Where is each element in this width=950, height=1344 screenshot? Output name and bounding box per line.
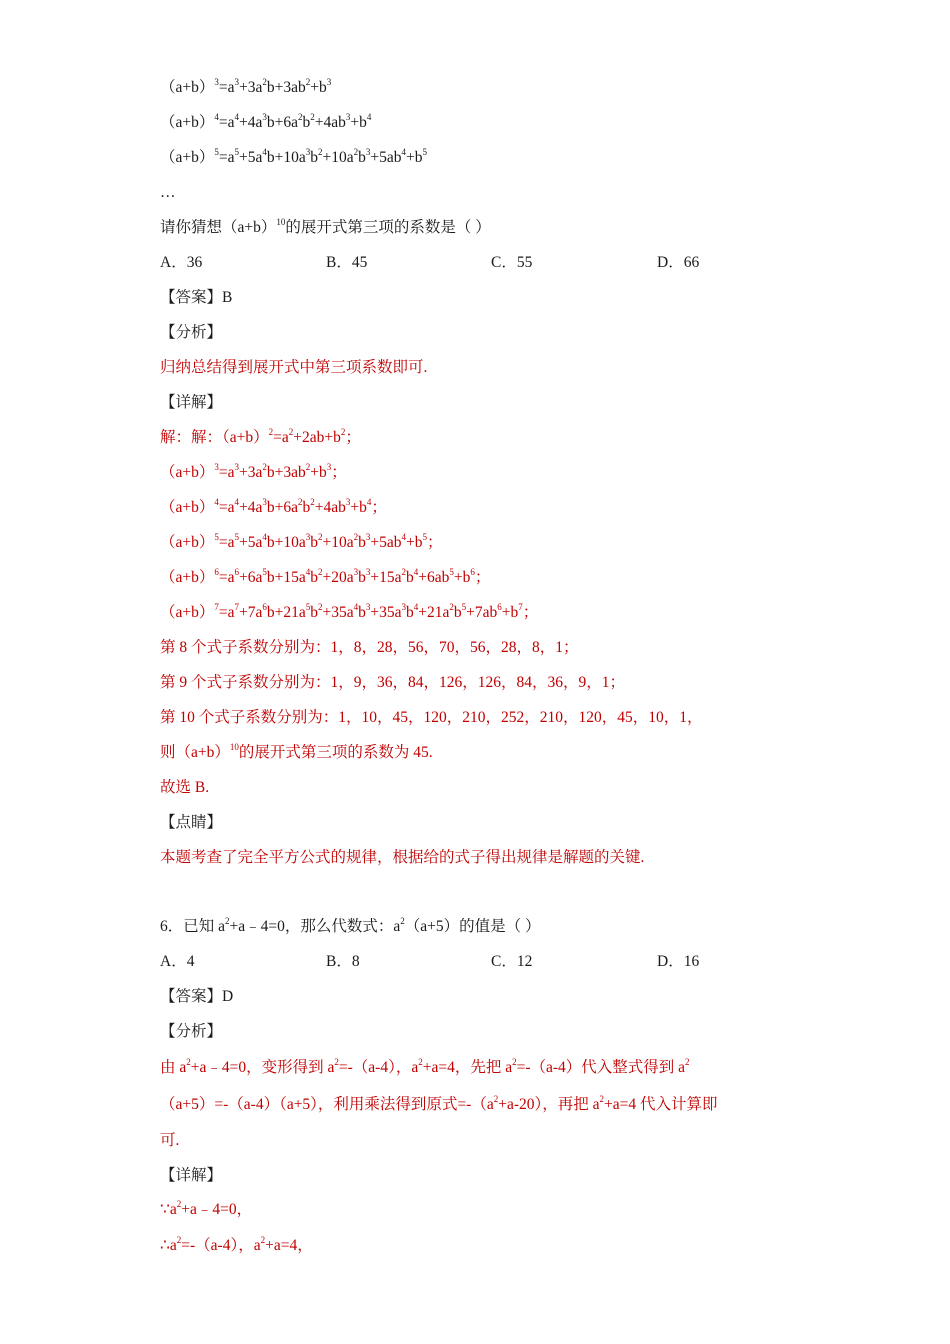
superscript: 3 xyxy=(262,497,267,507)
q5-expansion-line-3: $(a+b)^3=a^3+3a^2b+3ab^2+b^3$ xyxy=(160,77,332,96)
superscript: 3 xyxy=(234,77,239,87)
superscript: 5 xyxy=(422,147,427,157)
superscript: 7 xyxy=(214,602,219,612)
superscript: 7 xyxy=(234,602,239,612)
superscript: 7 xyxy=(518,602,523,612)
q5-detail-line: 解：解：$(a+b)^2=a^2+2ab+b^2$； xyxy=(160,427,361,446)
q6-detail-line: $\because a^2+a﹣4=0$， xyxy=(160,1199,253,1218)
q5-expansion-line-5: $(a+b)^5=a^5+5a^4b+10a^3b^2+10a^2b^3+5ab^4+b^5$ xyxy=(160,147,427,166)
superscript: 2 xyxy=(685,1057,690,1067)
q5-option-a: A．36 xyxy=(160,254,203,271)
superscript: 6 xyxy=(470,567,475,577)
superscript: 2 xyxy=(186,1057,191,1067)
superscript: 4 xyxy=(353,602,359,612)
superscript: 2 xyxy=(449,602,454,612)
superscript: 3 xyxy=(305,532,311,542)
superscript: 3 xyxy=(305,147,311,157)
superscript: 2 xyxy=(176,1199,182,1209)
superscript: 3 xyxy=(214,462,219,472)
superscript: 2 xyxy=(318,532,323,542)
superscript: 5 xyxy=(214,147,219,157)
q5-detail-line: 第 9 个式子系数分别为：1，9，36，84，126，126，84，36，9，1； xyxy=(160,674,626,691)
superscript: 2 xyxy=(262,77,267,87)
superscript: 2 xyxy=(318,147,323,157)
q5-comment-heading: 【点睛】 xyxy=(160,814,223,831)
superscript: 2 xyxy=(334,1057,339,1067)
superscript: 3 xyxy=(365,147,371,157)
superscript: 2 xyxy=(298,112,303,122)
superscript: 2 xyxy=(353,147,359,157)
q5-comment-text: 本题考查了完全平方公式的规律，根据给的式子得出规律是解题的关键. xyxy=(160,849,645,866)
superscript: 4 xyxy=(214,112,219,122)
q5-detail-heading: 【详解】 xyxy=(160,394,223,411)
q6-option-c: C．12 xyxy=(491,953,533,970)
superscript: 3 xyxy=(262,112,267,122)
superscript: 4 xyxy=(366,497,372,507)
superscript: 2 xyxy=(340,427,346,437)
superscript: 2 xyxy=(353,532,359,542)
q5-expansion-line-4: $(a+b)^4=a^4+4a^3b+6a^2b^2+4ab^3+b^4$ xyxy=(160,112,372,131)
superscript: 4 xyxy=(401,532,406,542)
superscript: 2 xyxy=(310,112,315,122)
superscript: 2 xyxy=(318,567,323,577)
superscript: 4 xyxy=(366,112,372,122)
q5-detail-line: $(a+b)^7=a^7+7a^6b+21a^5b^2+35a^4b^3+35a^3b^4+21a^2b^5+7ab^6+b^7$； xyxy=(160,602,539,621)
q5-option-c: C．55 xyxy=(491,254,533,271)
q6-detail-heading: 【详解】 xyxy=(160,1167,223,1184)
superscript: 3 xyxy=(345,497,351,507)
q5-ellipsis: … xyxy=(160,184,176,201)
superscript: 2 xyxy=(268,427,274,437)
superscript: 5 xyxy=(449,567,454,577)
superscript: 6 xyxy=(214,567,219,577)
q6-question: 6．已知 $a^2+a﹣4=0$，那么代数式：$a^2(a+5)$的值是（ ） xyxy=(160,916,541,935)
q5-detail-line: $(a+b)^3=a^3+3a^2b+3ab^2+b^3$； xyxy=(160,462,347,481)
superscript: 2 xyxy=(400,916,405,926)
superscript: 2 xyxy=(225,916,230,926)
superscript: 4 xyxy=(214,497,219,507)
superscript: 4 xyxy=(234,497,239,507)
q6-analysis-heading: 【分析】 xyxy=(160,1023,223,1040)
superscript: 3 xyxy=(365,567,371,577)
q5-analysis-text: 归纳总结得到展开式中第三项系数即可. xyxy=(160,359,428,376)
superscript: 2 xyxy=(176,1235,182,1245)
superscript: 6 xyxy=(234,567,239,577)
superscript: 5 xyxy=(214,532,219,542)
superscript: 2 xyxy=(288,427,294,437)
superscript: 2 xyxy=(298,497,303,507)
superscript: 3 xyxy=(353,567,359,577)
superscript: 5 xyxy=(305,602,311,612)
q5-answer: 【答案】B xyxy=(160,289,233,306)
superscript: 2 xyxy=(418,1057,423,1067)
superscript: 4 xyxy=(234,112,239,122)
q5-option-b: B．45 xyxy=(326,254,368,271)
q5-question: 请你猜想$(a+b)^{10}$的展开式第三项的系数是（ ） xyxy=(160,217,491,236)
superscript: 4 xyxy=(413,567,419,577)
superscript: 3 xyxy=(345,112,351,122)
superscript: 3 xyxy=(214,77,219,87)
q5-detail-line: $(a+b)^5=a^5+5a^4b+10a^3b^2+10a^2b^3+5ab^4+b^5$； xyxy=(160,532,443,551)
q5-detail-line: $(a+b)^6=a^6+6a^5b+15a^4b^2+20a^3b^3+15a^2b^4+6ab^5+b^6$； xyxy=(160,567,491,586)
q6-analysis-line: 由 $a^2+a﹣4=0$，变形得到 $a^2=-(a-4)$，$a^2+a=4$，先把 $a^2=-(a-4)$代入整式得到 $a^2$ xyxy=(160,1057,690,1076)
superscript: 2 xyxy=(512,1057,517,1067)
superscript: 2 xyxy=(262,462,267,472)
q5-detail-line: 第 8 个式子系数分别为：1，8，28，56，70，56，28，8，1； xyxy=(160,639,579,656)
superscript: 5 xyxy=(461,602,467,612)
superscript: 5 xyxy=(234,147,239,157)
q5-analysis-heading: 【分析】 xyxy=(160,324,223,341)
q6-answer: 【答案】D xyxy=(160,988,234,1005)
superscript: 2 xyxy=(401,567,406,577)
q5-detail-line: 故选 B. xyxy=(160,779,210,796)
superscript: 2 xyxy=(305,462,311,472)
superscript: 4 xyxy=(305,567,311,577)
superscript: 3 xyxy=(234,462,239,472)
superscript: 2 xyxy=(310,497,315,507)
superscript: 4 xyxy=(413,602,419,612)
q5-detail-line: $(a+b)^4=a^4+4a^3b+6a^2b^2+4ab^3+b^4$； xyxy=(160,497,387,516)
superscript: 2 xyxy=(305,77,311,87)
superscript: 4 xyxy=(262,147,267,157)
q5-option-d: D．66 xyxy=(657,254,700,271)
superscript: 5 xyxy=(262,567,267,577)
q6-option-d: D．16 xyxy=(657,953,700,970)
superscript: 2 xyxy=(318,602,323,612)
superscript: 5 xyxy=(422,532,427,542)
superscript: 3 xyxy=(326,462,332,472)
q6-analysis-line: （a+5）=-（a-4）（a+5），利用乘法得到原式$=-(a^2+a-20)$，再把 $a^2+a=4$ 代入计算即 xyxy=(160,1094,718,1113)
q5-detail-line: 则$(a+b)^{10}$的展开式第三项的系数为 45. xyxy=(160,742,433,761)
superscript: 3 xyxy=(401,602,406,612)
q5-detail-line: 第 10 个式子系数分别为：1，10，45，120，210，252，210，120，45，10，1， xyxy=(160,709,703,726)
q6-analysis-line: 可. xyxy=(160,1132,180,1149)
q6-option-b: B．8 xyxy=(326,953,360,970)
superscript: 4 xyxy=(262,532,267,542)
superscript: 4 xyxy=(401,147,406,157)
superscript: 2 xyxy=(599,1094,605,1104)
superscript: 2 xyxy=(260,1235,266,1245)
q6-option-a: A．4 xyxy=(160,953,195,970)
superscript: 10 xyxy=(229,742,239,752)
superscript: 10 xyxy=(276,217,286,227)
superscript: 6 xyxy=(262,602,267,612)
superscript: 2 xyxy=(493,1094,499,1104)
superscript: 3 xyxy=(365,532,371,542)
superscript: 3 xyxy=(365,602,371,612)
superscript: 5 xyxy=(234,532,239,542)
superscript: 6 xyxy=(497,602,502,612)
superscript: 3 xyxy=(326,77,332,87)
q6-detail-line: $\therefore a^2=-(a-4)$，$a^2+a=4$， xyxy=(160,1235,313,1254)
